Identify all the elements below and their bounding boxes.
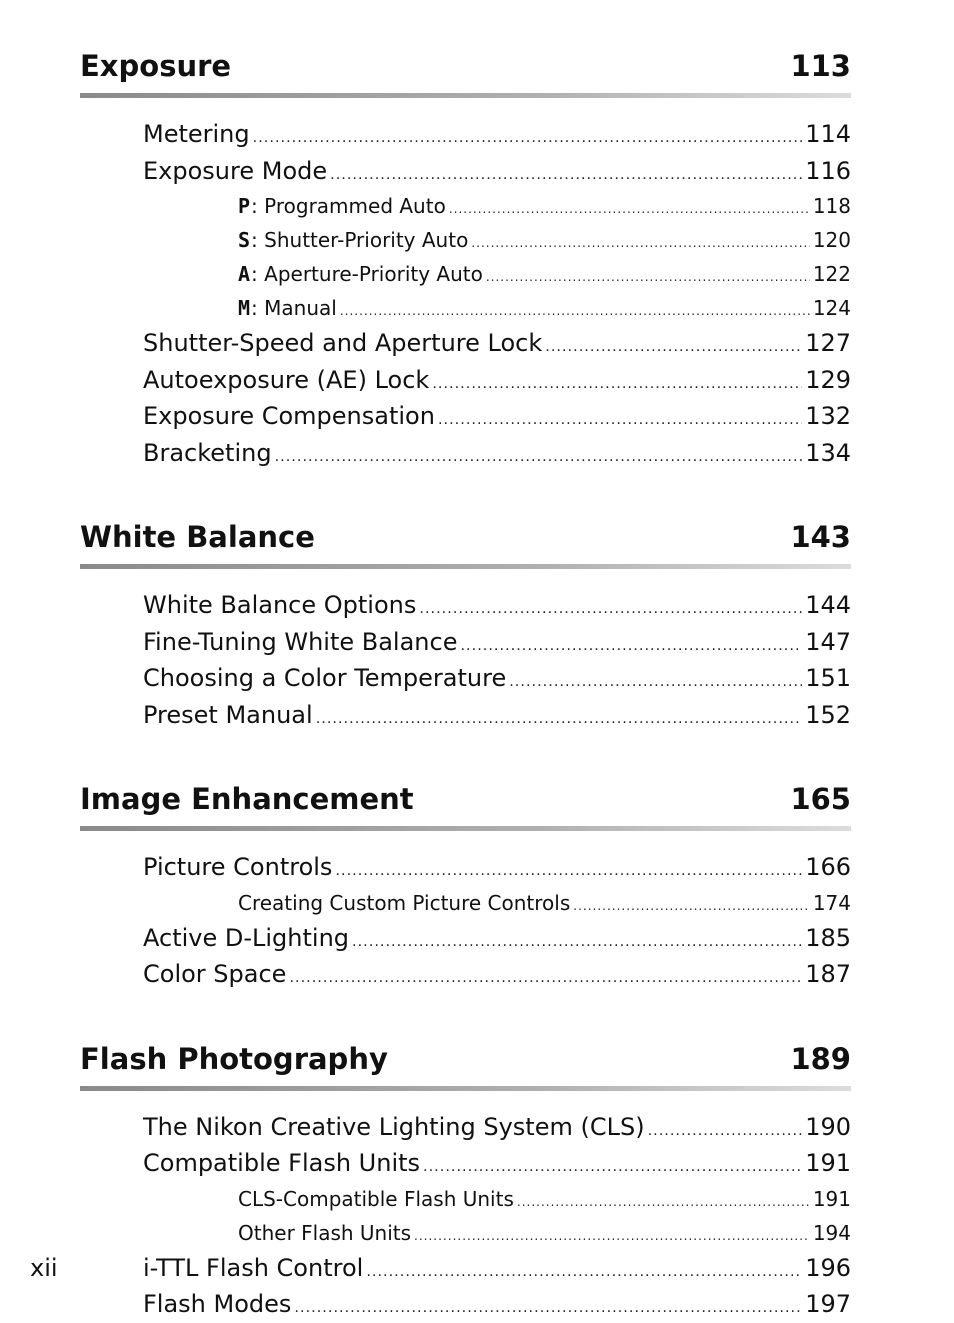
entry-title-text: Shutter-Speed and Aperture Lock [143, 329, 543, 357]
section-heading [80, 471, 851, 564]
table-of-contents [80, 0, 851, 1323]
dot-leader [352, 924, 802, 957]
dot-leader [545, 329, 802, 362]
entry-page: 134 [805, 438, 851, 467]
entry-title-text: White Balance Options [143, 591, 417, 619]
section-title: Flash Photography [80, 1041, 388, 1076]
section-heading [80, 733, 851, 826]
section-divider [80, 93, 851, 98]
entry-title-text: Choosing a Color Temperature [143, 664, 507, 692]
dot-leader [449, 192, 810, 223]
toc-entry[interactable] [143, 920, 851, 957]
toc-section [80, 0, 851, 471]
entry-title [238, 1182, 514, 1216]
toc-entry[interactable] [143, 1286, 851, 1323]
entry-title-text: Color Space [143, 960, 287, 988]
entry-title [143, 153, 327, 190]
section-title: Exposure [80, 49, 232, 83]
toc-entry[interactable] [143, 435, 851, 472]
entry-title [143, 435, 272, 472]
mode-letter: S [238, 228, 251, 252]
toc-entry[interactable] [143, 1145, 851, 1182]
entry-title-text: Preset Manual [143, 700, 313, 729]
entry-page: 166 [805, 853, 851, 881]
entry-title-text: Picture Controls [143, 853, 333, 881]
entry-title [143, 116, 250, 153]
toc-entry[interactable] [143, 398, 851, 435]
entry-title [238, 223, 468, 257]
entry-page: 191 [805, 1149, 851, 1177]
entry-title [143, 849, 332, 886]
entry-title-text: Metering [143, 120, 250, 148]
entry-page: 129 [805, 365, 851, 394]
entry-page: 151 [805, 664, 851, 692]
section-heading [80, 0, 851, 93]
section-page: 113 [790, 49, 851, 83]
entry-page: 122 [812, 262, 851, 286]
mode-letter: M [238, 296, 251, 320]
toc-subentry[interactable] [238, 1216, 851, 1250]
entry-title-text: : Programmed Auto [251, 194, 446, 218]
entry-title-text: Creating Custom Picture Controls [238, 890, 571, 915]
entry-title [238, 291, 337, 325]
entry-title-text: Exposure Compensation [143, 402, 435, 430]
section-divider [80, 564, 851, 569]
toc-subentry[interactable] [238, 1182, 851, 1216]
dot-leader [289, 960, 802, 993]
toc-subentry[interactable] [238, 189, 851, 223]
page-number: xii [30, 1254, 58, 1282]
toc-subentry[interactable] [238, 257, 851, 291]
entry-title [143, 1109, 645, 1146]
entry-title [143, 587, 416, 624]
section-heading [80, 993, 851, 1086]
entry-page: 197 [805, 1290, 851, 1318]
dot-leader [460, 628, 802, 661]
entry-title-text: : Manual [251, 296, 337, 320]
section-page: 189 [790, 1041, 851, 1076]
section-divider [80, 826, 851, 831]
section-title: White Balance [80, 520, 315, 554]
toc-entry[interactable] [143, 1109, 851, 1146]
entry-title-text: The Nikon Creative Lighting System (CLS) [143, 1112, 645, 1141]
entry-page: 114 [805, 120, 851, 148]
entry-title [143, 956, 286, 993]
entry-title [143, 1286, 291, 1323]
entry-page: 147 [805, 627, 851, 656]
entry-title-text: Fine-Tuning White Balance [143, 627, 458, 656]
toc-subentry[interactable] [238, 886, 851, 920]
section-title: Image Enhancement [80, 782, 414, 816]
dot-leader [316, 701, 803, 734]
toc-entry[interactable] [143, 849, 851, 886]
toc-entry[interactable] [143, 624, 851, 661]
entry-title [143, 398, 435, 435]
entry-page: 120 [812, 228, 851, 252]
toc-section [80, 471, 851, 733]
entry-page: 124 [812, 296, 851, 320]
section-divider [80, 1086, 851, 1091]
entry-title [238, 1216, 411, 1250]
entry-page: 196 [805, 1253, 851, 1282]
entry-page: 190 [805, 1112, 851, 1141]
entry-page: 185 [805, 923, 851, 952]
toc-entry[interactable] [143, 116, 851, 153]
entry-title [143, 660, 506, 697]
entry-page: 118 [812, 194, 851, 218]
toc-entry[interactable] [143, 362, 851, 399]
toc-entry[interactable] [143, 956, 851, 993]
entry-title-text: Exposure Mode [143, 156, 328, 185]
entry-title-text: CLS-Compatible Flash Units [238, 1186, 514, 1211]
toc-subentry[interactable] [238, 223, 851, 257]
entry-title [143, 1145, 420, 1182]
section-page: 143 [790, 520, 851, 554]
toc-entry[interactable] [143, 587, 851, 624]
dot-leader [517, 1185, 810, 1216]
toc-entry[interactable] [143, 697, 851, 734]
dot-leader [486, 260, 810, 291]
toc-section [80, 733, 851, 993]
entry-title [238, 257, 483, 291]
entry-title-text: Bracketing [143, 438, 272, 467]
dot-leader [275, 439, 803, 472]
dot-leader [648, 1113, 803, 1146]
dot-leader [419, 591, 802, 624]
entry-title [143, 624, 457, 661]
entry-title-text: Other Flash Units [238, 1220, 412, 1245]
entry-title-text: Compatible Flash Units [143, 1149, 421, 1177]
entry-page: 127 [805, 329, 851, 357]
dot-leader [471, 226, 810, 257]
entry-title [143, 1250, 363, 1287]
entry-title-text: : Shutter-Priority Auto [251, 228, 469, 252]
dot-leader [340, 294, 810, 325]
toc-section [80, 993, 851, 1323]
entry-page: 132 [805, 402, 851, 430]
entry-page: 191 [812, 1186, 851, 1211]
entry-page: 144 [805, 591, 851, 619]
entry-title [143, 362, 429, 399]
dot-leader [414, 1219, 810, 1250]
toc-entry[interactable] [143, 153, 851, 190]
entry-title-text: i-TTL Flash Control [143, 1253, 364, 1282]
entry-page: 194 [812, 1220, 851, 1245]
dot-leader [330, 157, 802, 190]
dot-leader [366, 1254, 802, 1287]
dot-leader [294, 1290, 802, 1323]
entry-page: 116 [805, 156, 851, 185]
dot-leader [432, 366, 802, 399]
entry-title-text: Autoexposure (AE) Lock [143, 365, 430, 394]
mode-letter: A [238, 262, 251, 286]
entry-page: 187 [805, 960, 851, 988]
dot-leader [438, 402, 802, 435]
dot-leader [253, 120, 803, 153]
dot-leader [509, 664, 802, 697]
dot-leader [423, 1149, 802, 1182]
entry-title [238, 886, 570, 920]
entry-title-text: Active D-Lighting [143, 923, 350, 952]
toc-entry[interactable] [143, 325, 851, 362]
toc-entry[interactable] [143, 660, 851, 697]
entry-title [143, 325, 542, 362]
entry-title [143, 920, 349, 957]
entry-page: 174 [812, 890, 851, 915]
entry-title [238, 189, 446, 223]
dot-leader [573, 889, 810, 920]
entry-title [143, 697, 313, 734]
entry-title-text: : Aperture-Priority Auto [251, 262, 483, 286]
toc-subentry[interactable] [238, 291, 851, 325]
entry-title-text: Flash Modes [143, 1290, 292, 1318]
toc-entry[interactable] [143, 1250, 851, 1287]
mode-letter: P [238, 194, 251, 218]
entry-page: 152 [805, 700, 851, 729]
dot-leader [335, 853, 802, 886]
section-page: 165 [790, 782, 851, 816]
